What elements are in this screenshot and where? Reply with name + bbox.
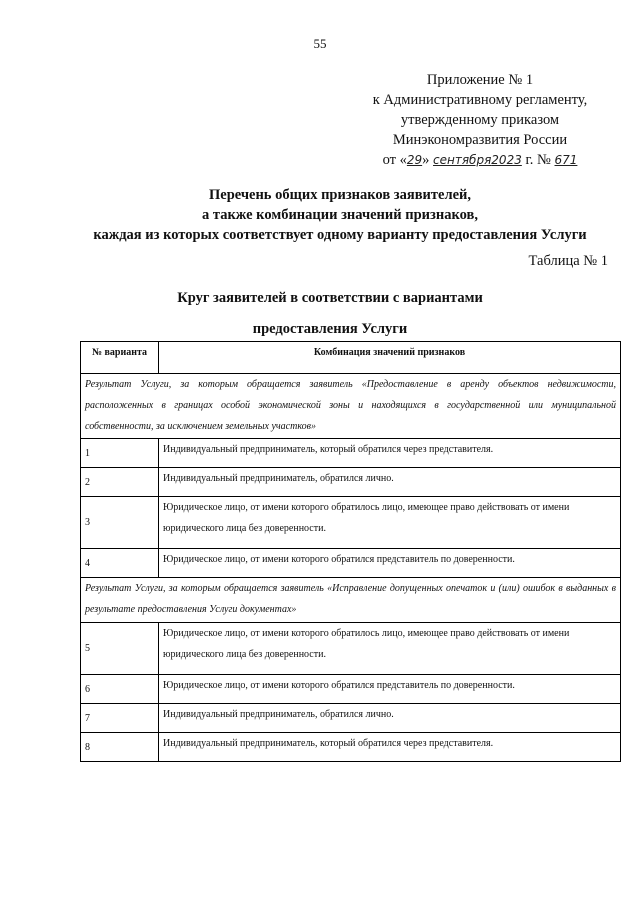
variant-number: 7 (81, 704, 159, 733)
document-title (40, 185, 640, 245)
appendix-line-3: утвержденному приказом (400, 112, 560, 128)
subtitle-line-1: Круг заявителей в соответствии с вариантами (177, 290, 483, 306)
variant-number: 4 (81, 549, 159, 578)
subtitle-line-2: предоставления Услуги (252, 321, 408, 337)
section-1-text: Результат Услуги, за которым обращается заявитель «Предоставление в аренду объектов недвижимости, расположенных в границах особой экономической зоны и находящихся в государственной или муниципальной собственности, за исключением земельных участков» (81, 374, 621, 439)
variant-description: Индивидуальный предприниматель, который обратился через представителя. (159, 733, 621, 762)
order-number: 671 (554, 153, 578, 167)
appendix-block (330, 70, 630, 170)
table-row (81, 468, 621, 497)
variant-description: Юридическое лицо, от имени которого обратился представитель по доверенности. (159, 549, 621, 578)
date-year: 2023 (491, 153, 522, 167)
date-suffix: г. № (521, 152, 555, 168)
table-label: Таблица № 1 (528, 253, 608, 269)
date-month: сентября (433, 153, 492, 167)
appendix-line-2: к Административному регламенту, (372, 92, 588, 108)
variant-number: 6 (81, 675, 159, 704)
section-2-text: Результат Услуги, за которым обращается заявитель «Исправление допущенных опечаток и (или) ошибок в выданных в результате предоставления Услуги документах» (81, 578, 621, 623)
table-row (81, 549, 621, 578)
appendix-date-line (330, 150, 630, 170)
table-row (81, 733, 621, 762)
date-day: 29 (406, 153, 423, 167)
variant-description: Юридическое лицо, от имени которого обратился представитель по доверенности. (159, 675, 621, 704)
table-row (81, 675, 621, 704)
table-row (81, 623, 621, 675)
table-subtitle (30, 288, 630, 339)
variant-description: Юридическое лицо, от имени которого обратилось лицо, имеющее право действовать от имени юридического лица без доверенности. (159, 623, 621, 675)
title-line-1: Перечень общих признаков заявителей, (208, 187, 471, 203)
variant-description: Юридическое лицо, от имени которого обратилось лицо, имеющее право действовать от имени юридического лица без доверенности. (159, 497, 621, 549)
appendix-line-4: Минэкономразвития России (392, 132, 568, 148)
header-combination: Комбинация значений признаков (159, 342, 621, 374)
variant-description: Индивидуальный предприниматель, который обратился через представителя. (159, 439, 621, 468)
variant-number: 8 (81, 733, 159, 762)
title-line-2: а также комбинации значений признаков, (202, 207, 478, 223)
variant-number: 5 (81, 623, 159, 675)
page-number: 55 (313, 36, 327, 51)
date-prefix: от « (382, 152, 407, 168)
variant-description: Индивидуальный предприниматель, обратился лично. (159, 468, 621, 497)
table-row (81, 704, 621, 733)
header-variant-number: № варианта (81, 342, 159, 374)
variant-number: 1 (81, 439, 159, 468)
variant-number: 3 (81, 497, 159, 549)
variants-table (80, 341, 621, 762)
variant-number: 2 (81, 468, 159, 497)
section-row (81, 374, 621, 439)
date-mid: » (422, 152, 434, 168)
table-row (81, 497, 621, 549)
variant-description: Индивидуальный предприниматель, обратился лично. (159, 704, 621, 733)
title-line-3: каждая из которых соответствует одному варианту предоставления Услуги (93, 227, 587, 243)
table-row (81, 439, 621, 468)
table-header-row (81, 342, 621, 374)
appendix-line-1: Приложение № 1 (426, 72, 534, 88)
section-row (81, 578, 621, 623)
